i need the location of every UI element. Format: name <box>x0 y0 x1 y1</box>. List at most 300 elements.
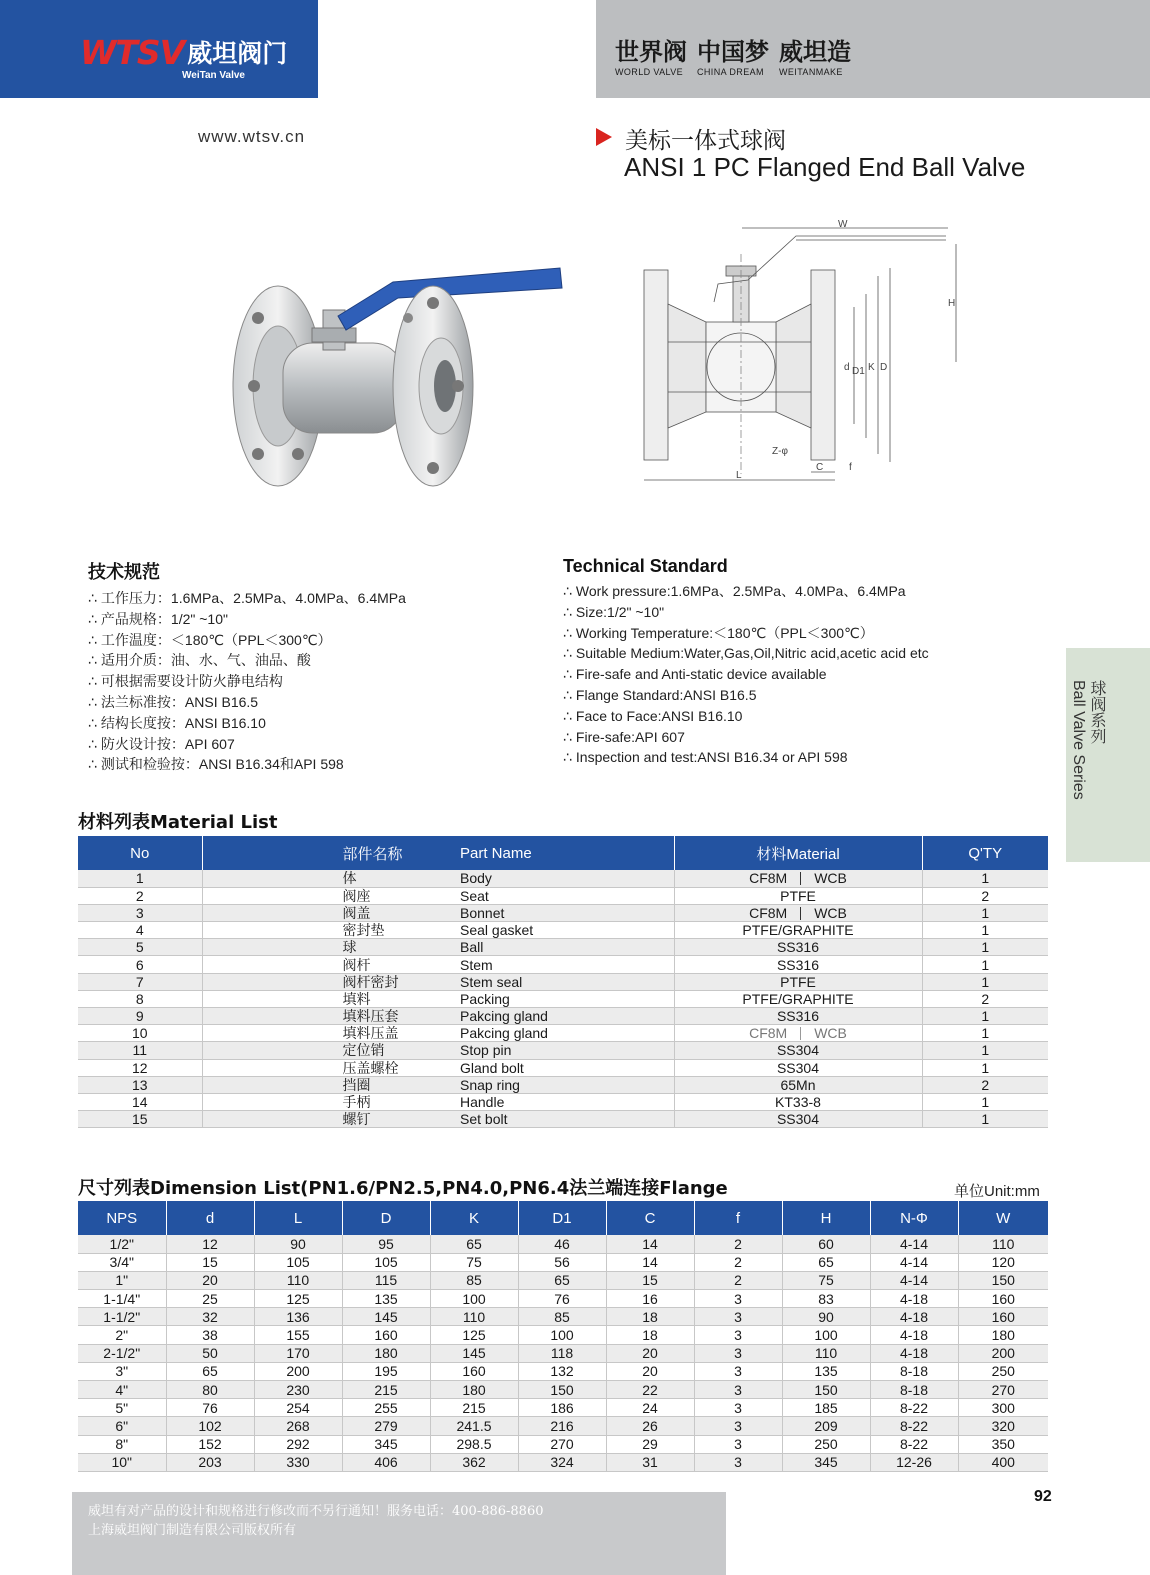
cell-part-cn: 体 <box>202 870 460 887</box>
tech-spec-en <box>563 556 1033 768</box>
dim-cell: 118 <box>518 1344 606 1362</box>
spec-item: ∴ 工作温度：＜180℃（PPL＜300℃） <box>88 631 332 648</box>
material-value: 65Mn <box>780 1076 816 1093</box>
dim-cell: 16 <box>606 1290 694 1308</box>
table-row <box>78 1111 1048 1128</box>
dim-cell: 180 <box>342 1344 430 1362</box>
dim-cell: 254 <box>254 1399 342 1417</box>
material-value: WCB <box>814 1025 847 1042</box>
dimension-table <box>78 1201 1048 1472</box>
dim-cell: 400 <box>958 1453 1048 1471</box>
spec-item: ∴ Fire-safe and Anti-static device available <box>563 666 827 683</box>
table-row <box>78 1362 1048 1380</box>
col-header-part-cn: 部件名称 <box>202 836 460 870</box>
dimension-table-header <box>78 1201 1048 1235</box>
dim-cell: 4-18 <box>870 1308 958 1326</box>
dim-cell: 31 <box>606 1453 694 1471</box>
dim-cell: 8" <box>78 1435 166 1453</box>
dim-cell: 4-14 <box>870 1271 958 1289</box>
cell-qty: 1 <box>922 956 1048 973</box>
cell-material <box>674 1059 922 1076</box>
technical-drawing <box>636 214 968 494</box>
table-row <box>78 1344 1048 1362</box>
cell-part-en: Pakcing gland <box>460 1008 674 1025</box>
title-arrow-icon <box>596 128 612 146</box>
material-table <box>78 836 1048 1128</box>
cell-material <box>674 973 922 990</box>
spec-text: Inspection and test:ANSI B16.34 or API 598 <box>575 749 848 766</box>
table-row <box>78 870 1048 887</box>
dim-cell: 1-1/4" <box>78 1290 166 1308</box>
table-row <box>78 1025 1048 1042</box>
cell-part-en: Body <box>460 870 674 887</box>
logo-chinese-name: 威坦阀门 <box>187 39 288 68</box>
material-value: WCB <box>814 870 847 887</box>
cell-qty: 1 <box>922 1059 1048 1076</box>
dim-cell: 8-22 <box>870 1435 958 1453</box>
cell-part-cn: 密封垫 <box>202 922 460 939</box>
dim-cell: 203 <box>166 1453 254 1471</box>
drawing-label-w: W <box>838 219 848 230</box>
dim-cell: 1/2" <box>78 1235 166 1253</box>
dim-cell: 152 <box>166 1435 254 1453</box>
slogan-cn: 中国梦 <box>697 38 769 66</box>
cell-part-cn: 球 <box>202 939 460 956</box>
cell-qty: 2 <box>922 887 1048 904</box>
cell-part-cn: 阀座 <box>202 887 460 904</box>
dim-cell: 155 <box>254 1326 342 1344</box>
table-row <box>78 956 1048 973</box>
cell-part-cn: 手柄 <box>202 1093 460 1110</box>
dim-cell: 270 <box>518 1435 606 1453</box>
dim-cell: 2 <box>694 1235 782 1253</box>
series-label-en: Ball Valve Series <box>1070 680 1087 800</box>
dim-col-header: C <box>606 1201 694 1235</box>
dim-cell: 83 <box>782 1290 870 1308</box>
dim-cell: 26 <box>606 1417 694 1435</box>
spec-item: ∴ Working Temperature:＜180℃（PPL＜300℃） <box>563 624 874 641</box>
dim-cell: 10" <box>78 1453 166 1471</box>
dim-cell: 65 <box>430 1235 518 1253</box>
cell-material <box>674 887 922 904</box>
material-value: SS316 <box>776 1008 820 1025</box>
dim-cell: 8-18 <box>870 1381 958 1399</box>
dim-cell: 115 <box>342 1271 430 1289</box>
cell-part-cn: 填料 <box>202 990 460 1007</box>
drawing-label-c: C <box>816 462 824 473</box>
cell-material <box>674 1008 922 1025</box>
spec-text: 防火设计按：API 607 <box>100 735 235 752</box>
footer-notice: 威坦有对产品的设计和规格进行修改而不另行通知！服务电话：400-886-8860 <box>88 1504 544 1519</box>
dim-cell: 4" <box>78 1381 166 1399</box>
dim-cell: 250 <box>782 1435 870 1453</box>
spec-text: 测试和检验按：ANSI B16.34和API 598 <box>100 756 344 773</box>
material-value: WCB <box>814 904 847 921</box>
dim-cell: 20 <box>606 1344 694 1362</box>
dim-cell: 330 <box>254 1453 342 1471</box>
dim-cell: 60 <box>782 1235 870 1253</box>
dim-cell: 102 <box>166 1417 254 1435</box>
spec-item: ∴ 产品规格：1/2" ~10" <box>88 610 228 627</box>
spec-text: Size:1/2" ~10" <box>575 603 665 620</box>
dim-cell: 6" <box>78 1417 166 1435</box>
dim-cell: 241.5 <box>430 1417 518 1435</box>
dim-cell: 18 <box>606 1308 694 1326</box>
spec-text: Working Temperature:＜180℃（PPL＜300℃） <box>575 624 874 641</box>
dim-cell: 3 <box>694 1290 782 1308</box>
material-separator <box>800 907 801 920</box>
dim-cell: 15 <box>166 1253 254 1271</box>
cell-no: 6 <box>78 956 202 973</box>
cell-part-en: Seal gasket <box>460 922 674 939</box>
dim-cell: 406 <box>342 1453 430 1471</box>
spec-text: 工作压力：1.6MPa、2.5MPa、4.0MPa、6.4MPa <box>100 590 406 606</box>
material-value: CF8M <box>749 1025 788 1042</box>
dim-cell: 46 <box>518 1235 606 1253</box>
drawing-label-h: H <box>948 298 956 309</box>
spec-text: 工作温度：＜180℃（PPL＜300℃） <box>100 631 332 648</box>
dim-cell: 150 <box>958 1271 1048 1289</box>
cell-part-en: Stem seal <box>460 973 674 990</box>
cell-no: 14 <box>78 1093 202 1110</box>
table-row <box>78 1381 1048 1399</box>
dim-cell: 160 <box>958 1308 1048 1326</box>
cell-no: 10 <box>78 1025 202 1042</box>
cell-part-en: Handle <box>460 1093 674 1110</box>
dim-cell: 24 <box>606 1399 694 1417</box>
dim-cell: 29 <box>606 1435 694 1453</box>
dim-cell: 85 <box>430 1271 518 1289</box>
dim-cell: 90 <box>782 1308 870 1326</box>
dim-cell: 320 <box>958 1417 1048 1435</box>
dim-cell: 125 <box>254 1290 342 1308</box>
cell-part-en: Pakcing gland <box>460 1025 674 1042</box>
spec-text: 法兰标准按：ANSI B16.5 <box>100 693 259 710</box>
dim-cell: 180 <box>958 1326 1048 1344</box>
slogan-en: CHINA DREAM <box>697 67 764 77</box>
dim-cell: 216 <box>518 1417 606 1435</box>
dim-cell: 20 <box>606 1362 694 1380</box>
dim-cell: 215 <box>430 1399 518 1417</box>
spec-item: ∴ 测试和检验按：ANSI B16.34和API 598 <box>88 756 344 773</box>
dim-cell: 76 <box>166 1399 254 1417</box>
dim-cell: 4-18 <box>870 1290 958 1308</box>
slogan <box>615 38 851 77</box>
col-header-no: No <box>78 836 202 870</box>
slogan-item <box>615 38 687 77</box>
tech-spec-cn-heading: 技术规范 <box>88 562 160 583</box>
drawing-label-k: K <box>868 362 875 373</box>
cell-qty: 1 <box>922 904 1048 921</box>
dim-cell: 345 <box>782 1453 870 1471</box>
dim-cell: 160 <box>430 1362 518 1380</box>
spec-text: Work pressure:1.6MPa、2.5MPa、4.0MPa、6.4MPa <box>575 583 906 599</box>
cell-no: 3 <box>78 904 202 921</box>
dim-cell: 1" <box>78 1271 166 1289</box>
product-title-en: ANSI 1 PC Flanged End Ball Valve <box>624 152 1026 182</box>
dim-cell: 195 <box>342 1362 430 1380</box>
slogan-cn: 威坦造 <box>779 38 851 66</box>
dim-cell: 324 <box>518 1453 606 1471</box>
dim-cell: 345 <box>342 1435 430 1453</box>
spec-text: 适用介质：油、水、气、油品、酸 <box>100 652 311 669</box>
spec-item: ∴ Work pressure:1.6MPa、2.5MPa、4.0MPa、6.4MPa <box>563 583 906 599</box>
drawing-label-l: L <box>736 470 742 481</box>
dim-cell: 255 <box>342 1399 430 1417</box>
drawing-label-d: d <box>844 362 850 373</box>
spec-item: ∴ 结构长度按：ANSI B16.10 <box>88 714 266 731</box>
cell-no: 9 <box>78 1008 202 1025</box>
material-value: SS316 <box>776 939 820 956</box>
cell-material <box>674 904 922 921</box>
material-value: PTFE <box>780 973 816 990</box>
drawing-label-f: f <box>849 462 852 473</box>
cell-material <box>674 870 922 887</box>
material-value: CF8M <box>749 870 788 887</box>
dim-col-header: N-Φ <box>870 1201 958 1235</box>
dim-cell: 270 <box>958 1381 1048 1399</box>
dim-cell: 105 <box>254 1253 342 1271</box>
dim-cell: 350 <box>958 1435 1048 1453</box>
cell-part-en: Stop pin <box>460 1042 674 1059</box>
tech-spec-en-heading: Technical Standard <box>563 556 728 576</box>
table-row <box>78 1042 1048 1059</box>
tech-spec-cn <box>88 558 528 775</box>
material-separator <box>800 1027 801 1040</box>
series-side-label <box>1069 680 1105 800</box>
table-row <box>78 904 1048 921</box>
cell-qty: 1 <box>922 1111 1048 1128</box>
spec-text: Suitable Medium:Water,Gas,Oil,Nitric acid,acetic acid etc <box>575 645 929 662</box>
material-value: PTFE/GRAPHITE <box>742 990 854 1007</box>
cell-no: 1 <box>78 870 202 887</box>
slogan-cn: 世界阀 <box>615 38 687 66</box>
cell-material <box>674 939 922 956</box>
dim-cell: 110 <box>430 1308 518 1326</box>
dim-cell: 2" <box>78 1326 166 1344</box>
dim-cell: 110 <box>254 1271 342 1289</box>
cell-no: 8 <box>78 990 202 1007</box>
series-label-cn: 球阀系列 <box>1088 680 1105 744</box>
spec-item: ∴ Inspection and test:ANSI B16.34 or API 598 <box>563 749 848 766</box>
dim-col-header: H <box>782 1201 870 1235</box>
dim-cell: 5" <box>78 1399 166 1417</box>
cell-part-en: Snap ring <box>460 1076 674 1093</box>
dim-cell: 3 <box>694 1344 782 1362</box>
dim-cell: 120 <box>958 1253 1048 1271</box>
spec-text: 产品规格：1/2" ~10" <box>100 610 228 627</box>
cell-part-en: Stem <box>460 956 674 973</box>
dim-cell: 145 <box>342 1308 430 1326</box>
dim-cell: 3 <box>694 1453 782 1471</box>
dim-cell: 215 <box>342 1381 430 1399</box>
cell-part-cn: 阀杆 <box>202 956 460 973</box>
cell-no: 12 <box>78 1059 202 1076</box>
cell-no: 2 <box>78 887 202 904</box>
dim-cell: 3 <box>694 1399 782 1417</box>
table-row <box>78 1235 1048 1253</box>
material-value: KT33-8 <box>775 1094 821 1111</box>
dim-cell: 75 <box>782 1271 870 1289</box>
table-row <box>78 990 1048 1007</box>
spec-text: Fire-safe:API 607 <box>575 728 685 745</box>
spec-text: Flange Standard:ANSI B16.5 <box>575 686 757 703</box>
dim-cell: 186 <box>518 1399 606 1417</box>
table-row <box>78 1399 1048 1417</box>
dim-cell: 4-18 <box>870 1344 958 1362</box>
spec-item: ∴ Size:1/2" ~10" <box>563 603 665 620</box>
dim-cell: 32 <box>166 1308 254 1326</box>
dim-cell: 56 <box>518 1253 606 1271</box>
table-row <box>78 1417 1048 1435</box>
cell-no: 13 <box>78 1076 202 1093</box>
table-row <box>78 887 1048 904</box>
dim-cell: 180 <box>430 1381 518 1399</box>
page-number: 92 <box>1034 1488 1052 1505</box>
slogan-en: WORLD VALVE <box>615 67 684 77</box>
dim-cell: 75 <box>430 1253 518 1271</box>
dim-cell: 200 <box>254 1362 342 1380</box>
dim-cell: 125 <box>430 1326 518 1344</box>
cell-part-cn: 压盖螺栓 <box>202 1059 460 1076</box>
spec-item: ∴ Fire-safe:API 607 <box>563 728 685 745</box>
cell-part-en: Seat <box>460 887 674 904</box>
table-row <box>78 1253 1048 1271</box>
col-header-part-en: Part Name <box>460 836 674 870</box>
dim-cell: 250 <box>958 1362 1048 1380</box>
cell-no: 5 <box>78 939 202 956</box>
drawing-label-d1: D1 <box>852 366 865 377</box>
cell-part-cn: 填料压套 <box>202 1008 460 1025</box>
spec-item: ∴ 防火设计按：API 607 <box>88 735 235 752</box>
cell-qty: 1 <box>922 973 1048 990</box>
dim-cell: 4-18 <box>870 1326 958 1344</box>
cell-qty: 1 <box>922 939 1048 956</box>
cell-no: 4 <box>78 922 202 939</box>
spec-item: ∴ 可根据需要设计防火静电结构 <box>88 673 283 690</box>
dim-cell: 300 <box>958 1399 1048 1417</box>
dim-cell: 292 <box>254 1435 342 1453</box>
cell-material <box>674 1093 922 1110</box>
brand-logo <box>80 33 288 72</box>
dim-cell: 15 <box>606 1271 694 1289</box>
cell-qty: 1 <box>922 1025 1048 1042</box>
table-row <box>78 1308 1048 1326</box>
dim-cell: 65 <box>518 1271 606 1289</box>
dim-cell: 4-14 <box>870 1253 958 1271</box>
dim-cell: 12 <box>166 1235 254 1253</box>
cell-no: 7 <box>78 973 202 990</box>
dim-cell: 298.5 <box>430 1435 518 1453</box>
table-row <box>78 1435 1048 1453</box>
dim-cell: 160 <box>342 1326 430 1344</box>
cell-material <box>674 922 922 939</box>
logo-mark: WTSV <box>80 33 185 72</box>
dim-cell: 3" <box>78 1362 166 1380</box>
spec-text: 可根据需要设计防火静电结构 <box>100 673 283 690</box>
table-row <box>78 1076 1048 1093</box>
cell-material <box>674 1042 922 1059</box>
dim-cell: 135 <box>782 1362 870 1380</box>
cell-material <box>674 956 922 973</box>
cell-qty: 1 <box>922 1093 1048 1110</box>
table-row <box>78 1326 1048 1344</box>
cell-qty: 1 <box>922 922 1048 939</box>
dim-cell: 132 <box>518 1362 606 1380</box>
spec-text: Face to Face:ANSI B16.10 <box>575 707 743 724</box>
material-value: SS304 <box>776 1059 820 1076</box>
dim-cell: 135 <box>342 1290 430 1308</box>
dim-col-header: NPS <box>78 1201 166 1235</box>
material-value: SS304 <box>776 1042 820 1059</box>
spec-text: 结构长度按：ANSI B16.10 <box>100 714 266 731</box>
dim-cell: 2 <box>694 1253 782 1271</box>
cell-part-cn: 填料压盖 <box>202 1025 460 1042</box>
cell-part-en: Packing <box>460 990 674 1007</box>
drawing-label-z: Z-φ <box>772 446 788 457</box>
cell-part-cn: 挡圈 <box>202 1076 460 1093</box>
dim-cell: 50 <box>166 1344 254 1362</box>
dim-col-header: W <box>958 1201 1048 1235</box>
dim-col-header: d <box>166 1201 254 1235</box>
table-row <box>78 1453 1048 1471</box>
dim-cell: 2 <box>694 1271 782 1289</box>
slogan-item <box>779 38 851 77</box>
dim-cell: 3 <box>694 1381 782 1399</box>
material-table-header <box>78 836 1048 870</box>
dim-cell: 22 <box>606 1381 694 1399</box>
dim-cell: 14 <box>606 1253 694 1271</box>
logo-english-name: WeiTan Valve <box>182 70 245 81</box>
dim-cell: 150 <box>782 1381 870 1399</box>
valve-photo <box>228 258 568 490</box>
table-row <box>78 1290 1048 1308</box>
cell-qty: 1 <box>922 1042 1048 1059</box>
dim-cell: 150 <box>518 1381 606 1399</box>
spec-item: ∴ 法兰标准按：ANSI B16.5 <box>88 693 259 710</box>
cell-qty: 1 <box>922 1008 1048 1025</box>
dim-cell: 85 <box>518 1308 606 1326</box>
table-row <box>78 1271 1048 1289</box>
dim-cell: 65 <box>782 1253 870 1271</box>
material-value: SS316 <box>776 956 820 973</box>
material-list-title: 材料列表Material List <box>78 812 278 833</box>
dim-cell: 136 <box>254 1308 342 1326</box>
dim-cell: 95 <box>342 1235 430 1253</box>
dim-cell: 110 <box>782 1344 870 1362</box>
slogan-en: WEITANMAKE <box>779 67 843 77</box>
dim-cell: 3 <box>694 1435 782 1453</box>
dim-cell: 76 <box>518 1290 606 1308</box>
spec-item: ∴ 适用介质：油、水、气、油品、酸 <box>88 652 311 669</box>
dim-cell: 20 <box>166 1271 254 1289</box>
table-row <box>78 1008 1048 1025</box>
drawing-label-big-d: D <box>880 362 888 373</box>
dim-col-header: D1 <box>518 1201 606 1235</box>
spec-item: ∴ Suitable Medium:Water,Gas,Oil,Nitric acid,acetic acid etc <box>563 645 929 662</box>
dim-cell: 185 <box>782 1399 870 1417</box>
spec-text: Fire-safe and Anti-static device available <box>575 666 827 683</box>
dim-cell: 18 <box>606 1326 694 1344</box>
cell-qty: 1 <box>922 870 1048 887</box>
cell-part-en: Ball <box>460 939 674 956</box>
cell-part-en: Bonnet <box>460 904 674 921</box>
website-url: www.wtsv.cn <box>198 127 306 146</box>
cell-part-en: Gland bolt <box>460 1059 674 1076</box>
dim-cell: 200 <box>958 1344 1048 1362</box>
dim-cell: 105 <box>342 1253 430 1271</box>
dim-cell: 145 <box>430 1344 518 1362</box>
